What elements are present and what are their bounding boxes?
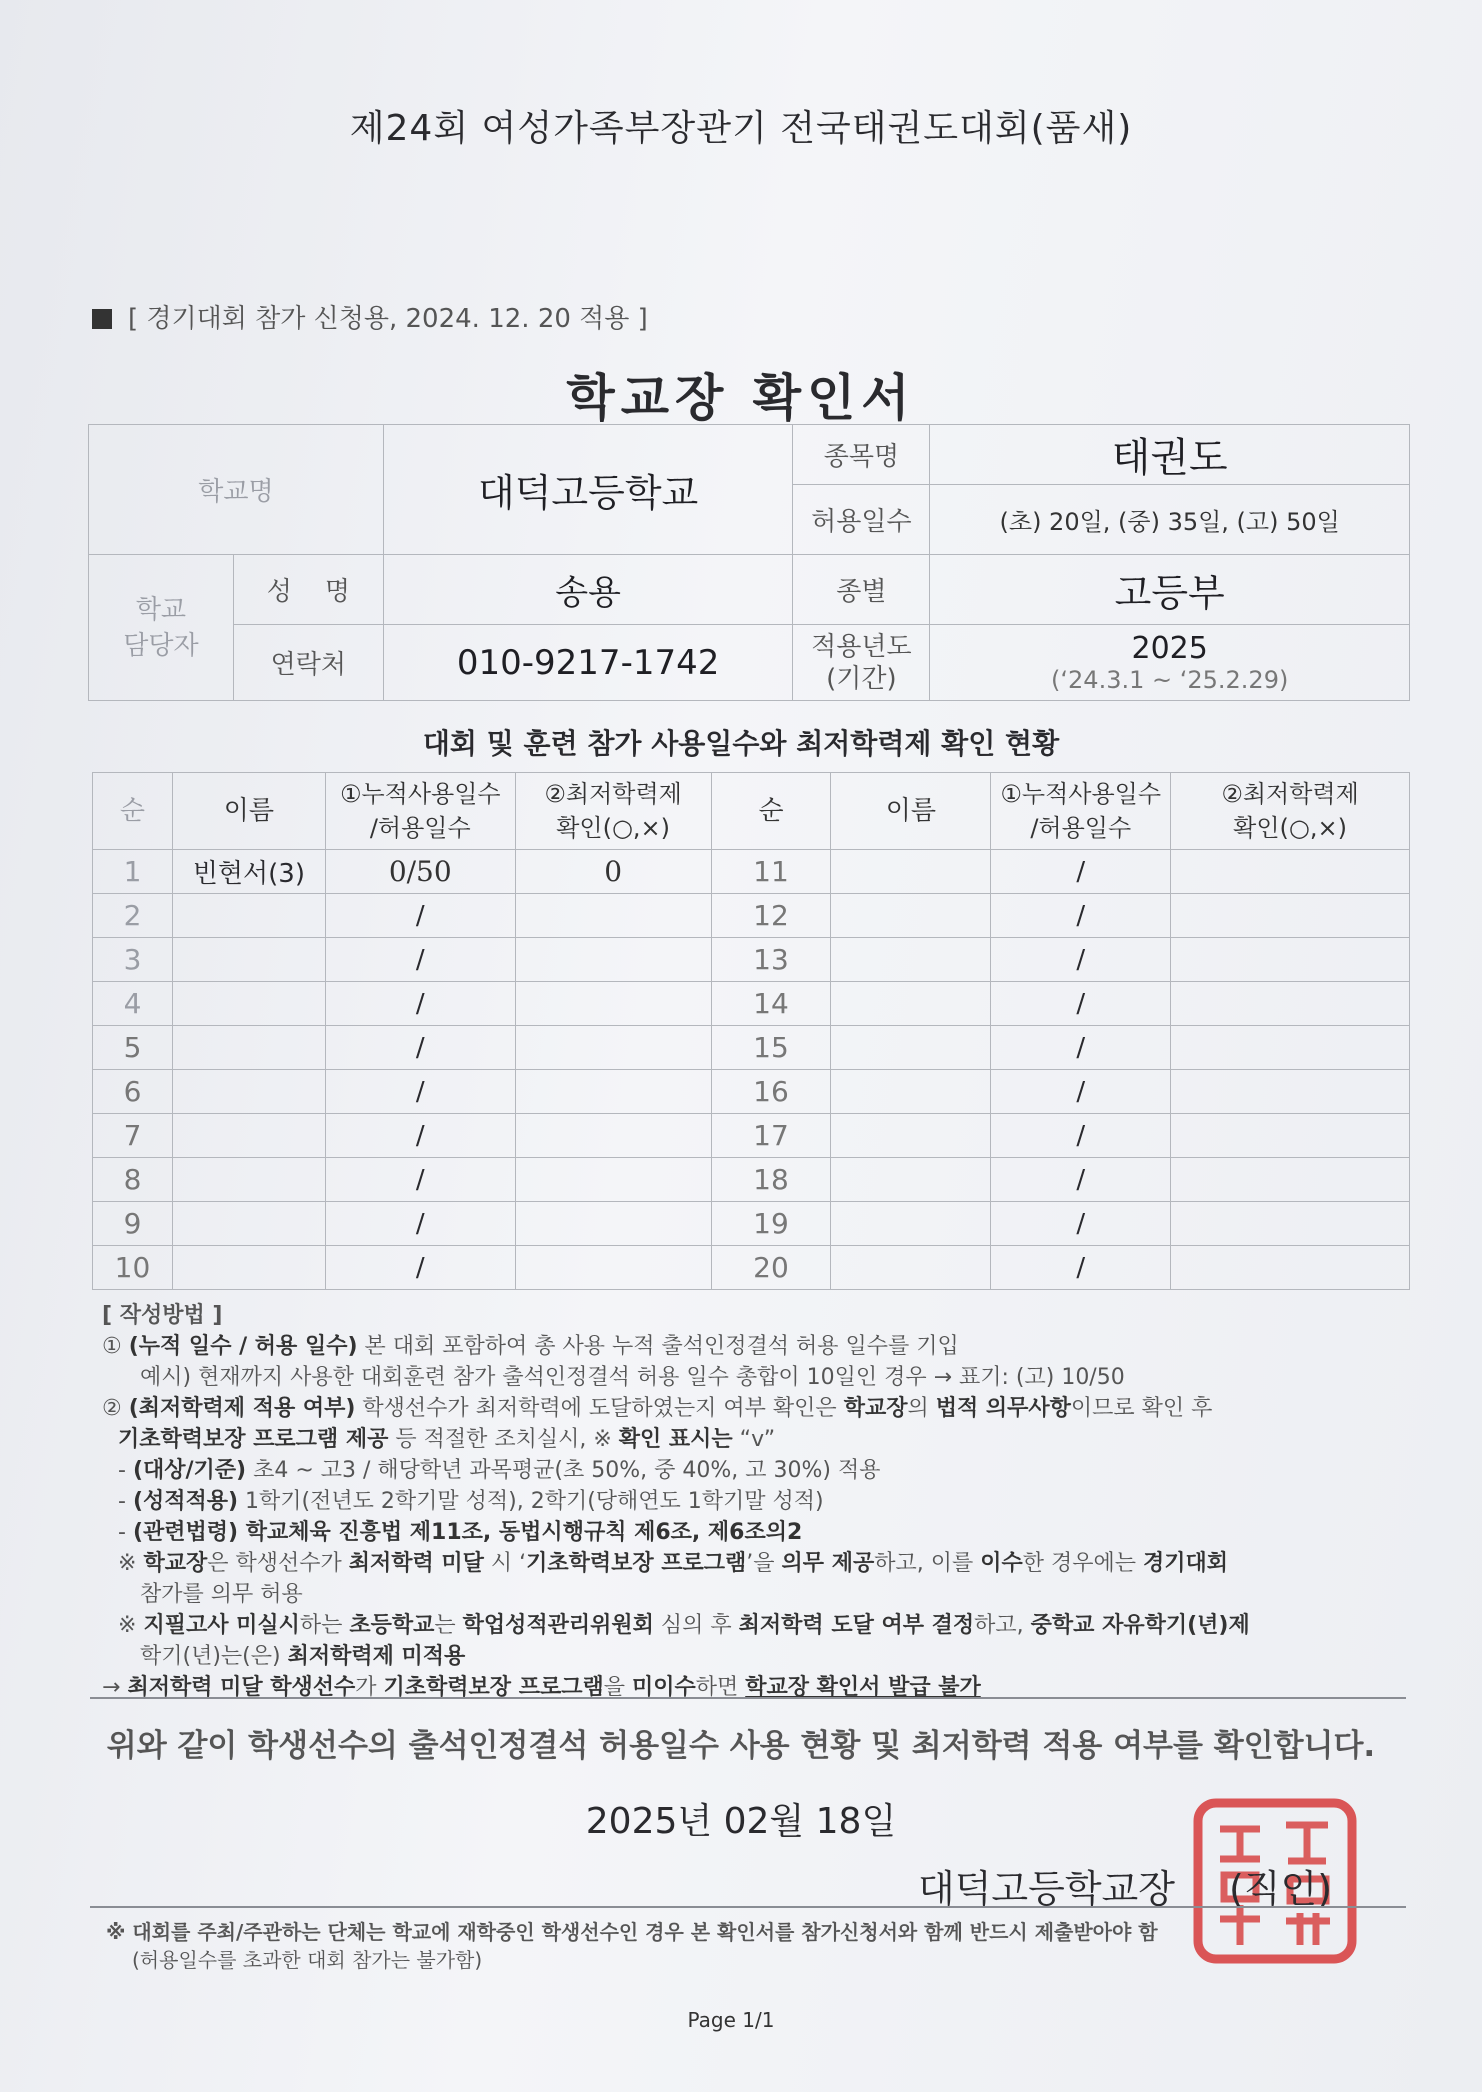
- table-row: [93, 938, 1410, 982]
- year-label: 적용년도 (기간): [793, 625, 930, 701]
- note-text: 학기(년)는(은): [140, 1644, 288, 1669]
- special-note-1: [102, 1548, 1412, 1579]
- row-no: 2: [93, 894, 173, 938]
- year-value: 2025: [1131, 630, 1208, 666]
- note-text: 지필고사 미실시: [143, 1613, 300, 1638]
- allowed-days-label: 허용일수: [793, 485, 930, 555]
- instructions: [102, 1300, 1412, 1703]
- row-check: [1171, 894, 1410, 938]
- note-text: (관련법령) 학교체육 진흥법 제11조, 동법시행규칙 제6조, 제6조의2: [132, 1520, 803, 1545]
- row-days: /: [991, 1158, 1171, 1202]
- row-name: [172, 1158, 325, 1202]
- manager-name: 송용: [383, 555, 793, 625]
- note-text: 미이수: [631, 1675, 696, 1700]
- note-text: 학교장: [843, 1396, 908, 1421]
- note-text: -: [118, 1489, 133, 1514]
- special-note-2: [102, 1610, 1412, 1641]
- allowed-days-value: (초) 20일, (중) 35일, (고) 50일: [930, 485, 1410, 555]
- table-row: [93, 1202, 1410, 1246]
- note-text: 하고, 이를: [874, 1551, 981, 1576]
- note-text: 기초학력보장 프로그램 제공: [118, 1427, 389, 1452]
- event-title: 제24회 여성가족부장관기 전국태권도대회(품새): [349, 108, 1133, 149]
- note-text: 초4 ~ 고3 / 해당학년 과목평균(초 50%, 중 40%, 고 30%) 적용: [246, 1458, 881, 1483]
- note-text: 의: [907, 1396, 936, 1421]
- note-text: 하고,: [974, 1613, 1031, 1638]
- row-days: /: [991, 894, 1171, 938]
- footnote: [106, 1918, 1406, 1974]
- note-text: 심의 후: [653, 1613, 739, 1638]
- note-text: 학업성적관리위원회: [462, 1613, 654, 1638]
- note-text: ※: [118, 1551, 144, 1576]
- row-days: /: [325, 1158, 515, 1202]
- row-days: /: [325, 894, 515, 938]
- special-note-2-cont: [102, 1641, 1412, 1672]
- row-check: [1171, 850, 1410, 894]
- row-check: [515, 1202, 711, 1246]
- note-text: 경기대회: [1142, 1551, 1228, 1576]
- row-name: [831, 1202, 991, 1246]
- page-number: Page 1/1: [687, 2008, 775, 2032]
- row-check: [1171, 938, 1410, 982]
- note-text: 기초학력보장 프로그램: [526, 1551, 747, 1576]
- note-text: ①: [102, 1334, 129, 1359]
- row-check: [1171, 1202, 1410, 1246]
- note-1: [102, 1331, 1412, 1362]
- special-note-1-cont: 참가를 의무 허용: [140, 1582, 303, 1607]
- row-days: /: [991, 1246, 1171, 1290]
- row-name: [831, 938, 991, 982]
- row-name: [172, 982, 325, 1026]
- row-days: /: [325, 1114, 515, 1158]
- subheader-text: [ 경기대회 참가 신청용, 2024. 12. 20 적용 ]: [128, 304, 648, 334]
- note-text: 법적 의무사항: [935, 1396, 1071, 1421]
- note-text: 시 ‘: [483, 1551, 527, 1576]
- table-row: [93, 1070, 1410, 1114]
- note-text: (누적 일수 / 허용 일수): [128, 1334, 358, 1359]
- row-no: 15: [711, 1026, 831, 1070]
- note-text: 학교장 확인서 발급 불가: [745, 1675, 981, 1700]
- note-text: ’을: [746, 1551, 782, 1576]
- note-text: →: [102, 1675, 128, 1700]
- row-no: 14: [711, 982, 831, 1026]
- table-row: [93, 1158, 1410, 1202]
- row-days: /: [325, 938, 515, 982]
- row-check: [515, 1070, 711, 1114]
- table-row: [93, 850, 1410, 894]
- row-check: [1171, 1246, 1410, 1290]
- col-no-right: 순: [711, 773, 831, 850]
- row-check: [515, 1158, 711, 1202]
- seal-label: (직인): [1228, 1867, 1333, 1911]
- row-no: 7: [93, 1114, 173, 1158]
- school-info-table: [88, 424, 1410, 701]
- row-no: 5: [93, 1026, 173, 1070]
- note-text: 학생선수가 최저학력에 도달하였는지 여부 확인은: [355, 1396, 844, 1421]
- row-name: [831, 1070, 991, 1114]
- principal-name: 대덕고등학교장: [918, 1867, 1175, 1911]
- row-days: /: [991, 1026, 1171, 1070]
- table-row: [93, 1026, 1410, 1070]
- category-value: 고등부: [930, 555, 1410, 625]
- row-name: [172, 1070, 325, 1114]
- col-days-right: ①누적사용일수 /허용일수: [991, 773, 1171, 850]
- row-check: [1171, 1158, 1410, 1202]
- detail-law: [102, 1517, 1412, 1548]
- square-bullet-icon: [92, 309, 112, 329]
- row-no: 13: [711, 938, 831, 982]
- note-text: 하면: [695, 1675, 746, 1700]
- sport-value: 태권도: [930, 425, 1410, 485]
- note-text: 1학기(전년도 2학기말 성적), 2학기(당해연도 1학기말 성적): [238, 1489, 824, 1514]
- row-check: [515, 1026, 711, 1070]
- name-label: 성 명: [233, 555, 383, 625]
- note-text: “v”: [732, 1427, 776, 1452]
- row-check: [1171, 982, 1410, 1026]
- note-text: (성적적용): [132, 1489, 239, 1514]
- row-name: [831, 982, 991, 1026]
- row-name: [172, 938, 325, 982]
- note-2-cont: [102, 1424, 1412, 1455]
- row-name: [831, 894, 991, 938]
- row-check: [1171, 1070, 1410, 1114]
- note-text: 한 경우에는: [1022, 1551, 1143, 1576]
- note-text: 학교장: [143, 1551, 208, 1576]
- note-text: 본 대회 포함하여 총 사용 누적 출석인정결석 허용 일수를 기입: [357, 1334, 959, 1359]
- row-days: /: [325, 1026, 515, 1070]
- detail-target: [102, 1455, 1412, 1486]
- row-days: /: [325, 1070, 515, 1114]
- table-row: [93, 1246, 1410, 1290]
- note-text: 기초학력보장 프로그램: [383, 1675, 604, 1700]
- row-days: /: [325, 1246, 515, 1290]
- school-label: 학교명: [89, 425, 384, 555]
- note-text: 이므로 확인 후: [1070, 1396, 1213, 1421]
- contact-value: 010-9217-1742: [383, 625, 793, 701]
- note-text: -: [118, 1458, 133, 1483]
- school-name: 대덕고등학교: [383, 425, 793, 555]
- row-no: 20: [711, 1246, 831, 1290]
- col-days-left: ①누적사용일수 /허용일수: [325, 773, 515, 850]
- table-row: [93, 894, 1410, 938]
- row-check: 0: [515, 850, 711, 894]
- col-check-right: ②최저학력제 확인(○,×): [1171, 773, 1410, 850]
- year-cell: [930, 625, 1410, 701]
- row-days: /: [991, 1202, 1171, 1246]
- manager-label: 학교 담당자: [89, 555, 234, 701]
- row-no: 4: [93, 982, 173, 1026]
- row-name: [831, 1246, 991, 1290]
- note-text: 을: [603, 1675, 632, 1700]
- row-no: 9: [93, 1202, 173, 1246]
- row-days: /: [991, 938, 1171, 982]
- col-name-right: 이름: [831, 773, 991, 850]
- col-check-left: ②최저학력제 확인(○,×): [515, 773, 711, 850]
- note-2: [102, 1393, 1412, 1424]
- row-days: /: [991, 1070, 1171, 1114]
- note-text: 중학교 자유학기(년)제: [1030, 1613, 1250, 1638]
- note-text: 최저학력 미달 학생선수: [127, 1675, 356, 1700]
- attendance-table: [92, 772, 1410, 1290]
- section-title: 대회 및 훈련 참가 사용일수와 최저학력제 확인 현황: [422, 727, 1060, 760]
- note-text: 등 적절한 조치실시, ※: [388, 1427, 619, 1452]
- row-name: [831, 850, 991, 894]
- row-no: 19: [711, 1202, 831, 1246]
- year-period: (‘24.3.1 ~ ‘25.2.29): [1051, 665, 1289, 694]
- row-days: /: [991, 982, 1171, 1026]
- row-name: [831, 1026, 991, 1070]
- row-name: [172, 1026, 325, 1070]
- row-no: 3: [93, 938, 173, 982]
- row-no: 1: [93, 850, 173, 894]
- row-name: [831, 1158, 991, 1202]
- row-no: 11: [711, 850, 831, 894]
- divider: [90, 1697, 1406, 1699]
- row-days: /: [325, 982, 515, 1026]
- note-text: 이수: [980, 1551, 1023, 1576]
- subheader: [92, 298, 648, 335]
- row-name: 빈현서(3): [172, 850, 325, 894]
- issue-date: 2025년 02월 18일: [585, 1801, 897, 1842]
- note-1-example: 예시) 현재까지 사용한 대회훈련 참가 출석인정결석 허용 일수 총합이 10일인 경우 → 표기: (고) 10/50: [140, 1365, 1125, 1390]
- row-check: [515, 938, 711, 982]
- note-text: 의무 제공: [781, 1551, 875, 1576]
- row-name: [172, 894, 325, 938]
- category-label: 종별: [793, 555, 930, 625]
- note-text: 는: [434, 1613, 463, 1638]
- note-text: (최저학력제 적용 여부): [128, 1396, 356, 1421]
- row-name: [172, 1246, 325, 1290]
- row-check: [1171, 1026, 1410, 1070]
- row-no: 8: [93, 1158, 173, 1202]
- table-row: [93, 1114, 1410, 1158]
- divider: [90, 1906, 1406, 1908]
- row-no: 6: [93, 1070, 173, 1114]
- row-check: [515, 894, 711, 938]
- document-title: 학교장 확인서: [566, 369, 916, 427]
- instructions-heading: [ 작성방법 ]: [102, 1303, 223, 1328]
- row-name: [831, 1114, 991, 1158]
- row-name: [172, 1114, 325, 1158]
- row-check: [515, 1246, 711, 1290]
- row-no: 16: [711, 1070, 831, 1114]
- note-text: ※: [118, 1613, 144, 1638]
- confirmation-statement: 위와 같이 학생선수의 출석인정결석 허용일수 사용 현황 및 최저학력 적용 여부를 확인합니다.: [106, 1728, 1376, 1764]
- note-text: 확인 표시는: [618, 1427, 733, 1452]
- sport-label: 종목명: [793, 425, 930, 485]
- row-no: 17: [711, 1114, 831, 1158]
- footnote-line-1: ※ 대회를 주최/주관하는 단체는 학교에 재학중인 학생선수인 경우 본 확인서를 참가신청서와 함께 반드시 제출받아야 함: [106, 1920, 1158, 1944]
- note-text: 가: [355, 1675, 384, 1700]
- table-row: [93, 982, 1410, 1026]
- note-text: 은 학생선수가: [207, 1551, 349, 1576]
- row-name: [172, 1202, 325, 1246]
- row-check: [1171, 1114, 1410, 1158]
- note-text: ②: [102, 1396, 129, 1421]
- note-text: 최저학력제 미적용: [287, 1644, 466, 1669]
- note-text: 초등학교: [349, 1613, 435, 1638]
- detail-grades: [102, 1486, 1412, 1517]
- row-no: 10: [93, 1246, 173, 1290]
- row-no: 18: [711, 1158, 831, 1202]
- col-no-left: 순: [93, 773, 173, 850]
- row-days: /: [991, 850, 1171, 894]
- col-name-left: 이름: [172, 773, 325, 850]
- row-no: 12: [711, 894, 831, 938]
- note-text: 최저학력 도달 여부 결정: [738, 1613, 975, 1638]
- row-check: [515, 1114, 711, 1158]
- principal-signature: [918, 1858, 1332, 1913]
- row-days: /: [991, 1114, 1171, 1158]
- note-text: (대상/기준): [132, 1458, 247, 1483]
- contact-label: 연락처: [233, 625, 383, 701]
- row-days: /: [325, 1202, 515, 1246]
- note-text: -: [118, 1520, 133, 1545]
- footnote-line-2: (허용일수를 초과한 대회 참가는 불가함): [132, 1948, 483, 1972]
- row-check: [515, 982, 711, 1026]
- note-text: 하는: [299, 1613, 350, 1638]
- note-text: 최저학력 미달: [348, 1551, 484, 1576]
- row-days: 0/50: [325, 850, 515, 894]
